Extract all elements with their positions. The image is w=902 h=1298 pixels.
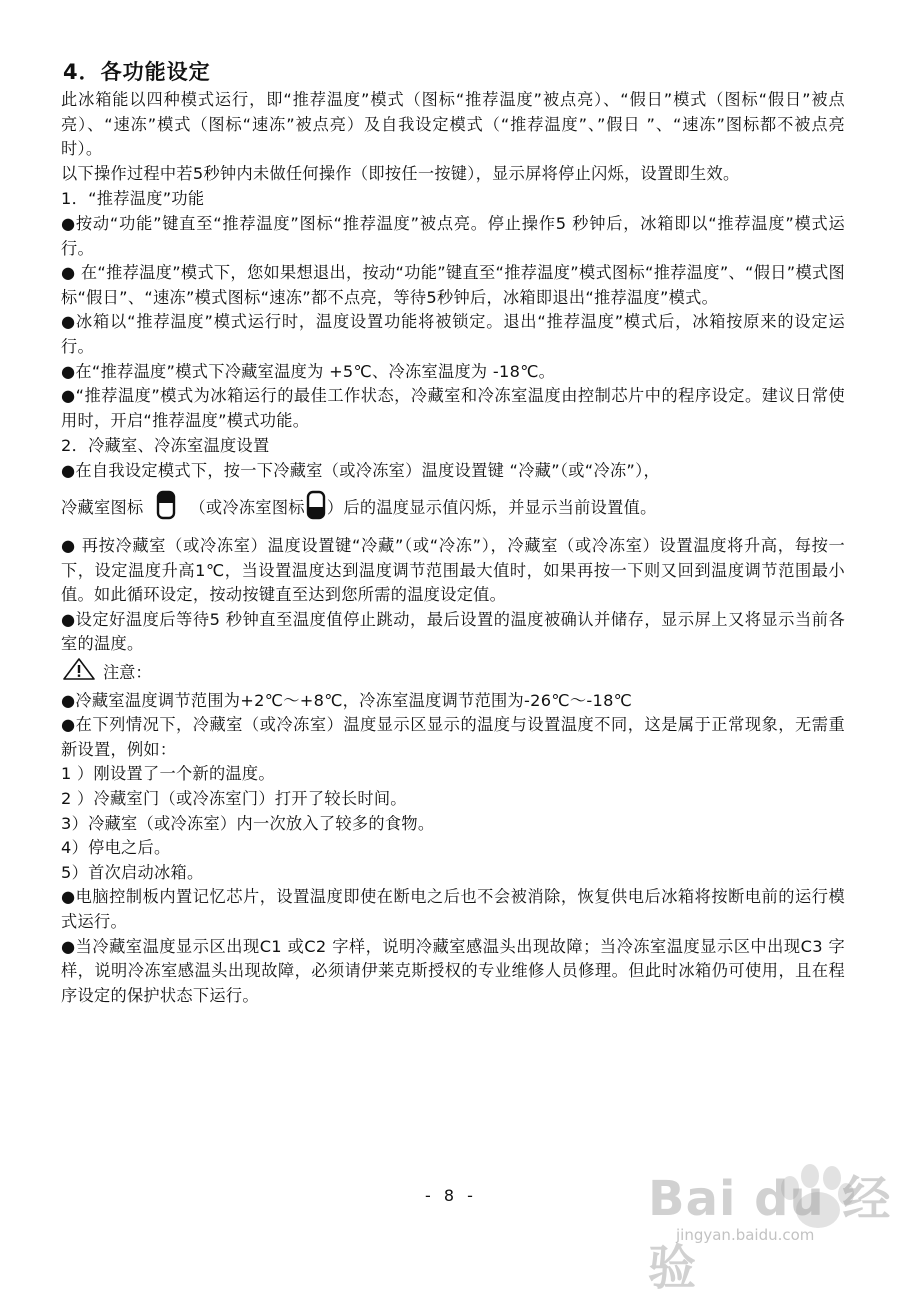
list-item: 2 ）冷藏室门（或冷冻室门）打开了较长时间。 [61,789,407,809]
icon-line-text: 冷藏室图标 [61,498,144,517]
watermark-logo: Bai du 经验 [648,1171,892,1296]
bullet-paragraph: ●电脑控制板内置记忆芯片，设置温度即使在断电之后也不会被消除，恢复供电后冰箱将按断电前的运行模式运行。 [61,887,845,931]
list-item: 1 ）刚设置了一个新的温度。 [61,764,275,784]
warning-icon [61,657,97,689]
freezer-compartment-icon [305,490,327,528]
intro-paragraph: 此冰箱能以四种模式运行，即“推荐温度”模式（图标“推荐温度”被点亮）、“假日”模式（图标“假日”被点亮）、“速冻”模式（图标“速冻”被点亮）及自我设定模式（“推荐温度”、”假日 ”、“速冻”图标都不被点亮时）。 [61,90,845,159]
list-item: 5）首次启动冰箱。 [61,862,204,882]
bullet-paragraph: ●设定好温度后等待5 秒钟直至温度值停止跳动，最后设置的温度被确认并储存，显示屏上又将显示当前各室的温度。 [61,609,845,654]
bullet-paragraph: ● 在“推荐温度”模式下，您如果想退出，按动“功能”键直至“推荐温度”模式图标“推荐温度”、“假日”模式图标“假日”、“速冻”模式图标“速冻”都不点亮，等待5秒钟后，冰箱即退出“推荐温度”模式。 [61,263,845,307]
list-item: 3）冷藏室（或冷冻室）内一次放入了较多的食物。 [61,813,435,833]
section-heading: 4．各功能设定 [63,60,211,84]
note-bullet: ●冷藏室温度调节范围为+2℃～+8℃，冷冻室温度调节范围为-26℃～-18℃ [61,690,633,710]
bullet-paragraph: ●在“推荐温度”模式下冷藏室温度为 +5℃、冷冻室温度为 -18℃。 [61,361,556,381]
fridge-compartment-icon [155,490,177,528]
intro-paragraph: 以下操作过程中若5秒钟内未做任何操作（即按任一按键），显示屏将停止闪烁，设置即生效。 [61,163,740,183]
watermark-url: jingyan.baidu.com [676,1226,815,1244]
subsection-title: 2．冷藏室、冷冻室温度设置 [61,436,270,456]
bullet-paragraph: ●“推荐温度”模式为冰箱运行的最佳工作状态，冷藏室和冷冻室温度由控制芯片中的程序设定。建议日常使用时，开启“推荐温度”模式功能。 [61,386,845,430]
document-page [61,58,845,1008]
bullet-paragraph: ●按动“功能”键直至“推荐温度”图标“推荐温度”被点亮。停止操作5 秒钟后，冰箱即以“推荐温度”模式运行。 [61,213,845,258]
bullet-paragraph: ● 再按冷藏室（或冷冻室）温度设置键“冷藏”（或“冷冻”），冷藏室（或冷冻室）设置温度将升高，每按一下，设定温度升高1℃，当设置温度达到温度调节范围最大值时，如果再按一下则又回到温度调节范围最小值。如此循环设定，按动按键直至达到您所需的温度设定值。 [61,536,845,605]
subsection-title: 1．“推荐温度”功能 [61,189,205,209]
icon-line [61,490,845,528]
note-bullet: ●在下列情况下，冷藏室（或冷冻室）温度显示区显示的温度与设置温度不同，这是属于正常现象，无需重新设置，例如： [61,715,845,759]
list-item: 4）停电之后。 [61,838,171,858]
note-label: 注意： [103,662,152,682]
icon-line-text: ）后的温度显示值闪烁，并显示当前设置值。 [326,498,657,517]
note-header [61,657,845,689]
bullet-paragraph: ●冰箱以“推荐温度”模式运行时，温度设置功能将被锁定。退出“推荐温度”模式后，冰箱按原来的设定运行。 [61,312,845,356]
icon-line-text: （或冷冻室图标 [189,498,305,517]
bullet-paragraph: ●当冷藏室温度显示区出现C1 或C2 字样，说明冷藏室感温头出现故障；当冷冻室温度显示区中出现C3 字样，说明冷冻室感温头出现故障，必须请伊莱克斯授权的专业维修人员修理。但此时冰箱仍可使用，且在程序设定的保护状态下运行。 [61,936,845,1005]
bullet-paragraph: ●在自我设定模式下，按一下冷藏室（或冷冻室）温度设置键 “冷藏”（或“冷冻”）， [61,460,660,480]
page-number: - 8 - [425,1186,477,1205]
